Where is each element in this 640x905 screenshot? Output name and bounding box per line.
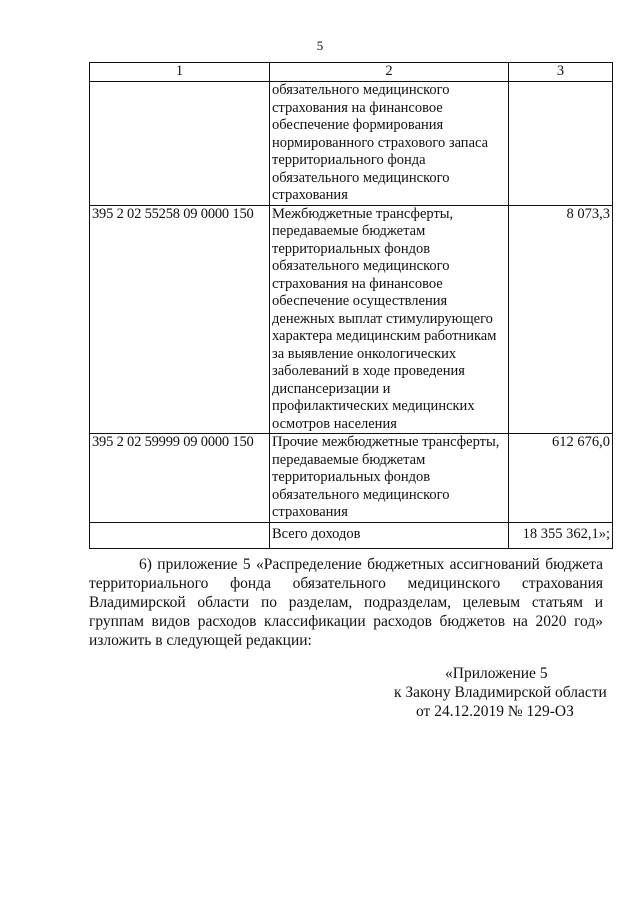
appendix-law-date: от 24.12.2019 № 129-ОЗ	[416, 703, 574, 720]
row-amount: 8 073,3	[509, 205, 613, 434]
budget-revenue-table	[89, 62, 613, 549]
total-code	[90, 522, 270, 548]
page-number: 5	[316, 38, 324, 53]
table-header-row	[90, 63, 613, 82]
row-amount: 612 676,0	[509, 434, 613, 523]
row-amount	[509, 82, 613, 206]
row-code	[90, 82, 270, 206]
total-label: Всего доходов	[270, 522, 509, 548]
row-description: Межбюджетные трансферты, передаваемые бюджетам территориальных фондов обязательного медицинского страхования на финансовое обеспечение осуществления денежных выплат стимулирующего характера медицинским работникам за выявление онкологических заболеваний в ходе проведения диспансеризации и профилактических медицинских осмотров населения	[270, 205, 509, 434]
appendix-law-reference: к Закону Владимирской области	[394, 684, 607, 701]
row-description: обязательного медицинского страхования на финансовое обеспечение формирования нормированного страхового запаса территориального фонда обязательного медицинского страхования	[270, 82, 509, 206]
row-description: Прочие межбюджетные трансферты, передаваемые бюджетам территориальных фондов обязательного медицинского страхования	[270, 434, 509, 523]
total-amount: 18 355 362,1»;	[509, 522, 613, 548]
row-code: 395 2 02 55258 09 0000 150	[90, 205, 270, 434]
table-total-row	[90, 522, 613, 548]
appendix-title: «Приложение 5	[445, 665, 548, 682]
column-header-amount: 3	[509, 63, 613, 82]
amendment-paragraph: 6) приложение 5 «Распределение бюджетных ассигнований бюджета территориального фонда обязательного медицинского страхования Владимирской области по разделам, подразделам, целевым статьям и группам видов расходов классификации расходов бюджетов на 2020 год» изложить в следующей редакции:	[89, 556, 603, 649]
row-code: 395 2 02 59999 09 0000 150	[90, 434, 270, 523]
table-row	[90, 82, 613, 206]
column-header-code: 1	[90, 63, 270, 82]
column-header-description: 2	[270, 63, 509, 82]
table-row	[90, 434, 613, 523]
table-row	[90, 205, 613, 434]
appendix-reference	[380, 664, 620, 721]
